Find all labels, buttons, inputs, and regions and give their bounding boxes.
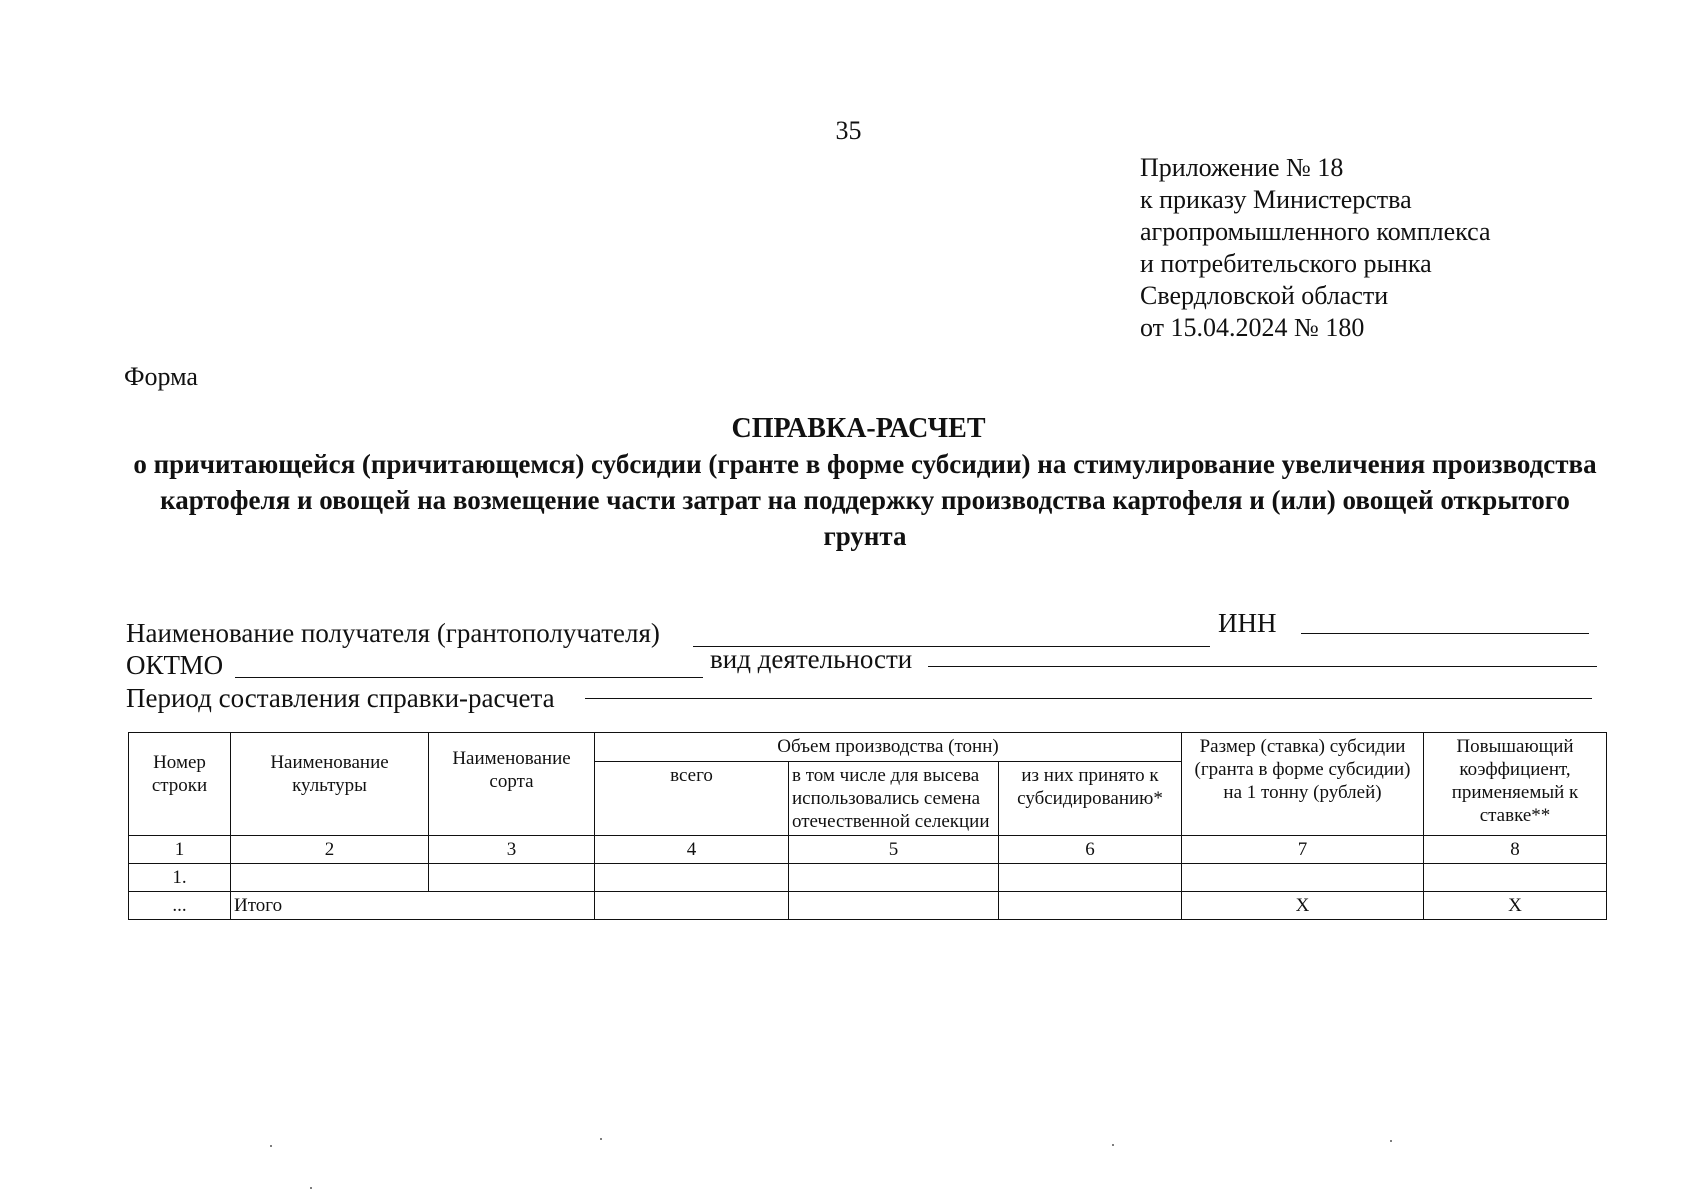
header-row-number: Номер строки [129,733,231,836]
scan-speck [1390,1140,1392,1142]
oktmo-input-line[interactable] [235,677,703,678]
rate-cell[interactable] [1182,864,1424,892]
row-number-cell: ... [129,892,231,920]
column-number: 3 [429,836,595,864]
column-number: 1 [129,836,231,864]
inn-label: ИНН [1218,608,1277,638]
scan-speck [270,1145,272,1147]
column-number: 4 [595,836,789,864]
appendix-line: от 15.04.2024 № 180 [1140,313,1365,342]
scan-speck [310,1187,312,1189]
column-number: 5 [789,836,999,864]
column-number: 6 [999,836,1182,864]
appendix-line: к приказу Министерства [1140,185,1412,214]
inn-input-line[interactable] [1301,633,1589,634]
column-number: 7 [1182,836,1424,864]
recipient-label: Наименование получателя (грантополучателя) [126,618,660,648]
page-number: 35 [835,116,862,145]
column-number: 8 [1424,836,1607,864]
scan-speck [1112,1144,1114,1146]
appendix-line: Свердловской области [1140,281,1389,310]
appendix-line: агропромышленного комплекса [1140,217,1491,246]
document-subtitle: о причитающейся (причитающемся) субсидии (гранте в форме субсидии) на стимулирование увеличения производства картофеля и овощей на возмещение части затрат на поддержку производства картофеля и (или) овощей открытого грунта [133,449,1597,551]
accepted-sum-cell[interactable] [999,892,1182,920]
total-sum-cell[interactable] [595,892,789,920]
domestic-seeds-cell[interactable] [789,864,999,892]
header-variety-name: Наименование сорта [429,733,595,836]
total-row [129,892,1607,920]
calculation-table [128,732,1607,920]
form-label: Форма [124,362,198,391]
document-title: СПРАВКА-РАСЧЕТ [731,413,986,444]
appendix-line: Приложение № 18 [1140,153,1344,182]
coefficient-cell[interactable] [1424,864,1607,892]
period-label: Период составления справки-расчета [126,683,555,713]
oktmo-label: ОКТМО [126,650,224,680]
variety-cell[interactable] [429,864,595,892]
header-accepted: из них принято к субсидированию* [999,762,1182,836]
row-number-cell: 1. [129,864,231,892]
total-coefficient-cell: Х [1424,892,1607,920]
accepted-cell[interactable] [999,864,1182,892]
activity-input-line[interactable] [928,666,1597,667]
crop-cell[interactable] [231,864,429,892]
period-input-line[interactable] [585,698,1592,699]
total-rate-cell: Х [1182,892,1424,920]
header-coefficient: Повышающий коэффициент, применяемый к ставке** [1424,733,1607,836]
header-domestic-seeds: в том числе для высева использовались семена отечественной селекции [789,762,999,836]
domestic-seeds-sum-cell[interactable] [789,892,999,920]
total-cell[interactable] [595,864,789,892]
header-volume-group: Объем производства (тонн) [595,733,1182,762]
table-row [129,864,1607,892]
header-crop-name: Наименование культуры [231,733,429,836]
appendix-line: и потребительского рынка [1140,249,1432,278]
header-rate: Размер (ставка) субсидии (гранта в форме субсидии) на 1 тонну (рублей) [1182,733,1424,836]
total-label: Итого [231,892,595,920]
scan-speck [600,1138,602,1140]
header-total: всего [595,762,789,836]
column-number: 2 [231,836,429,864]
appendix-block [1140,152,1491,344]
activity-label: вид деятельности [710,644,913,674]
